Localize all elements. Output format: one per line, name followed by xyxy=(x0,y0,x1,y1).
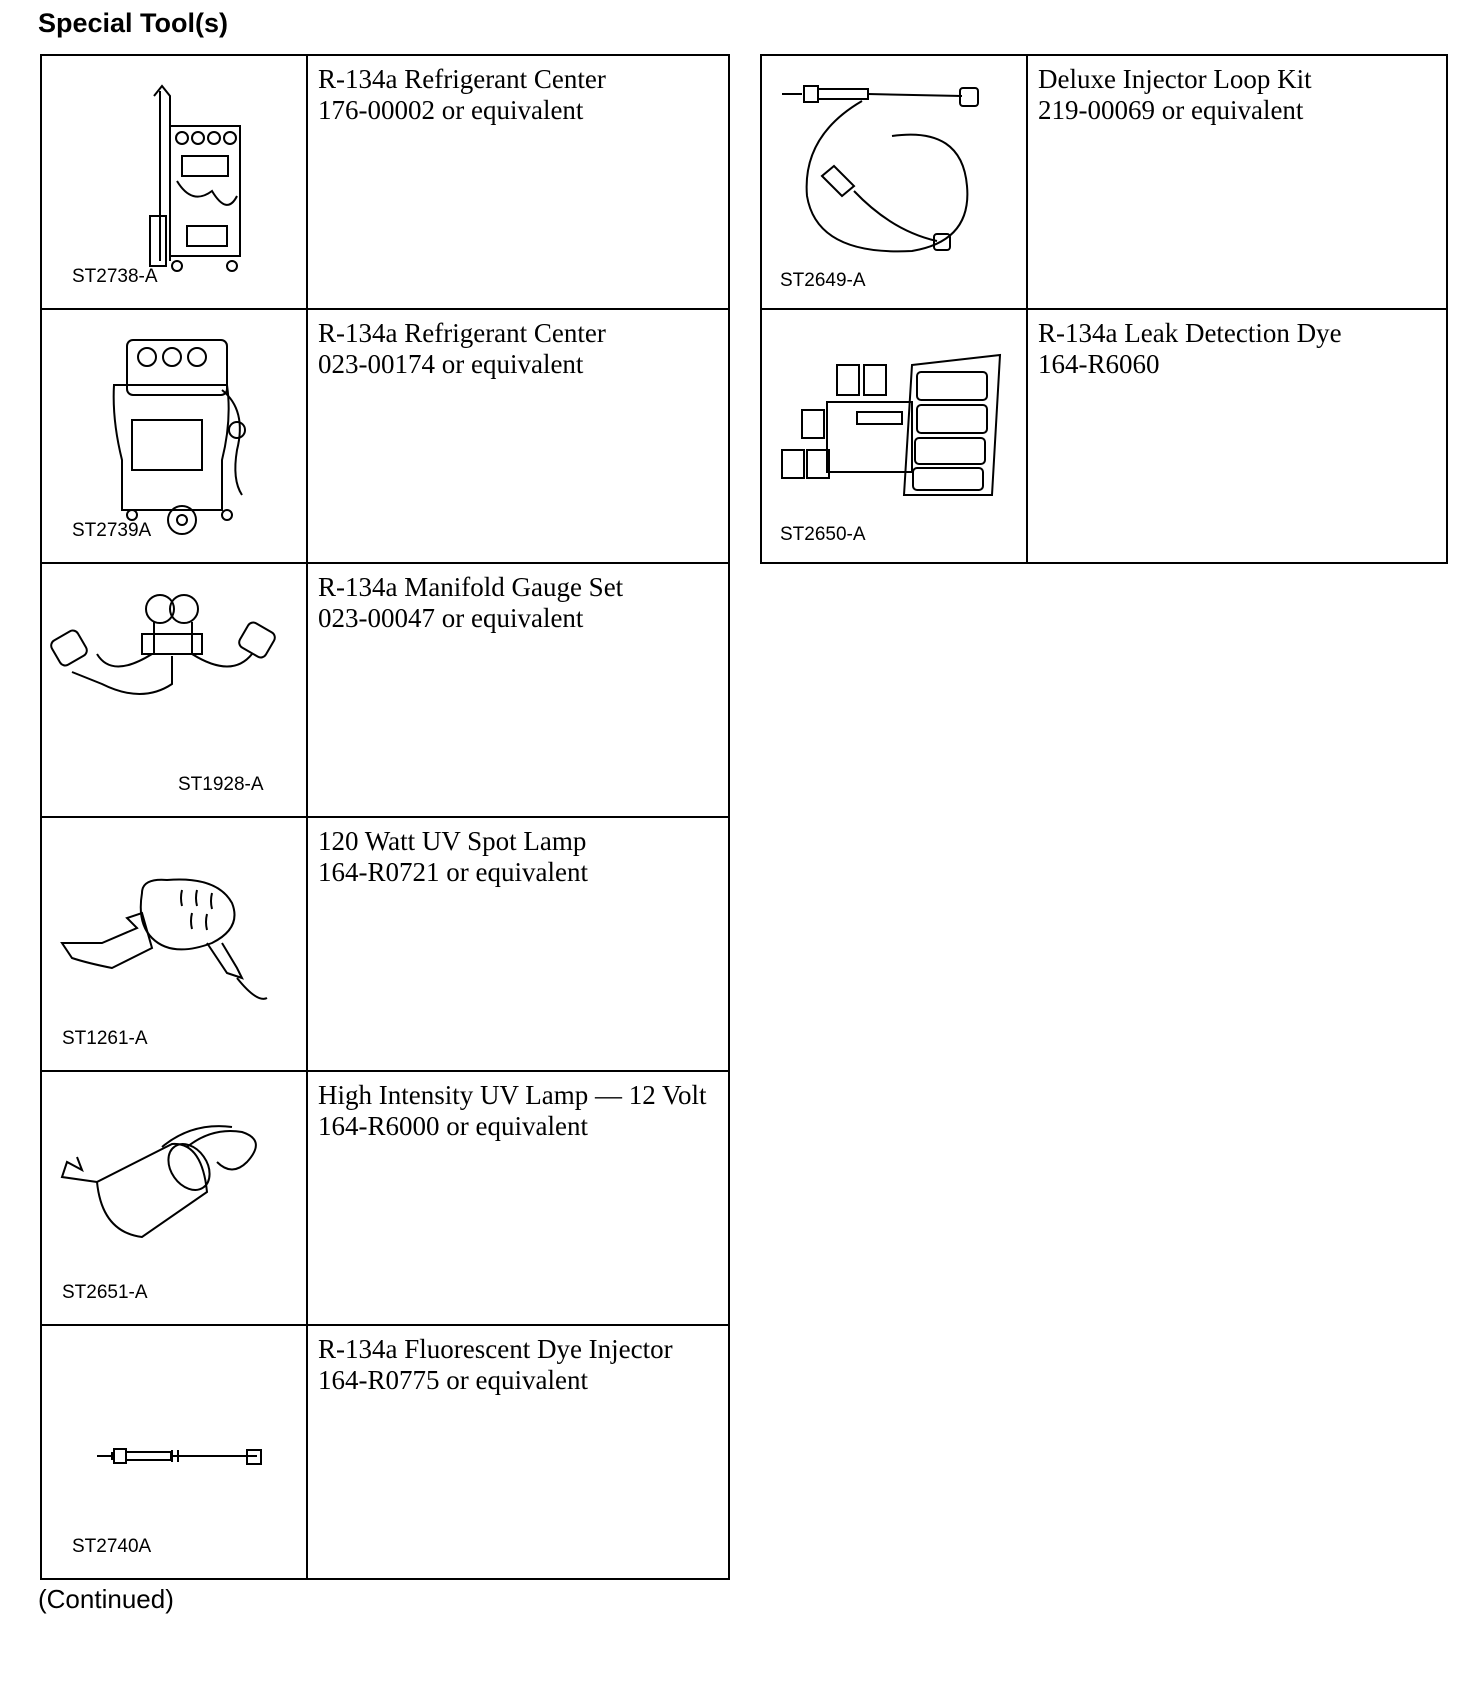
tool-description-cell xyxy=(1027,55,1447,309)
tool-code: ST2649-A xyxy=(780,270,866,291)
tool-row xyxy=(41,55,729,309)
tool-description-cell xyxy=(1027,309,1447,563)
tool-code: ST1261-A xyxy=(62,1028,148,1049)
tool-name: R-134a Leak Detection Dye xyxy=(1038,318,1342,348)
tool-name: R-134a Fluorescent Dye Injector xyxy=(318,1334,673,1364)
tool-illustration-cell xyxy=(41,817,307,1071)
tool-row xyxy=(41,817,729,1071)
tool-description-cell xyxy=(307,309,729,563)
tool-part-number: 164-R0775 or equivalent xyxy=(318,1365,588,1395)
tool-code: ST2651-A xyxy=(62,1282,148,1303)
tool-part-number: 176-00002 or equivalent xyxy=(318,95,584,125)
tool-name: 120 Watt UV Spot Lamp xyxy=(318,826,587,856)
tool-name: High Intensity UV Lamp — 12 Volt xyxy=(318,1080,707,1110)
tool-illustration-cell xyxy=(41,563,307,817)
tool-row xyxy=(761,55,1447,309)
tool-description-cell xyxy=(307,563,729,817)
continued-note: (Continued) xyxy=(38,1584,174,1614)
tool-part-number: 164-R0721 or equivalent xyxy=(318,857,588,887)
tool-illustration-cell xyxy=(761,55,1027,309)
tool-code: ST1928-A xyxy=(178,774,264,795)
tool-row xyxy=(41,1325,729,1579)
tool-part-number: 164-R6000 or equivalent xyxy=(318,1111,588,1141)
tool-name: R-134a Refrigerant Center xyxy=(318,64,606,94)
manifold-gauge-set-icon xyxy=(42,564,306,818)
page-title: Special Tool(s) xyxy=(38,8,229,38)
tool-illustration-cell xyxy=(761,309,1027,563)
tool-name: R-134a Manifold Gauge Set xyxy=(318,572,624,602)
tool-description-cell xyxy=(307,55,729,309)
tool-code: ST2740A xyxy=(72,1536,152,1557)
tool-part-number: 023-00047 or equivalent xyxy=(318,603,584,633)
tool-row xyxy=(41,1071,729,1325)
tool-code: ST2739A xyxy=(72,520,152,541)
tool-part-number: 164-R6060 xyxy=(1038,349,1160,379)
tool-name: Deluxe Injector Loop Kit xyxy=(1038,64,1312,94)
special-tools-table-left xyxy=(40,54,730,1580)
tool-row xyxy=(41,309,729,563)
tool-description-cell xyxy=(307,1071,729,1325)
tool-name: R-134a Refrigerant Center xyxy=(318,318,606,348)
tool-part-number: 219-00069 or equivalent xyxy=(1038,95,1304,125)
tool-illustration-cell xyxy=(41,55,307,309)
special-tools-table-right xyxy=(760,54,1448,564)
tool-illustration-cell xyxy=(41,1071,307,1325)
tool-code: ST2738-A xyxy=(72,266,158,287)
tool-row xyxy=(761,309,1447,563)
tool-description-cell xyxy=(307,817,729,1071)
tool-code: ST2650-A xyxy=(780,524,866,545)
tool-part-number: 023-00174 or equivalent xyxy=(318,349,584,379)
tool-illustration-cell xyxy=(41,309,307,563)
tool-illustration-cell xyxy=(41,1325,307,1579)
tool-description-cell xyxy=(307,1325,729,1579)
tool-row xyxy=(41,563,729,817)
